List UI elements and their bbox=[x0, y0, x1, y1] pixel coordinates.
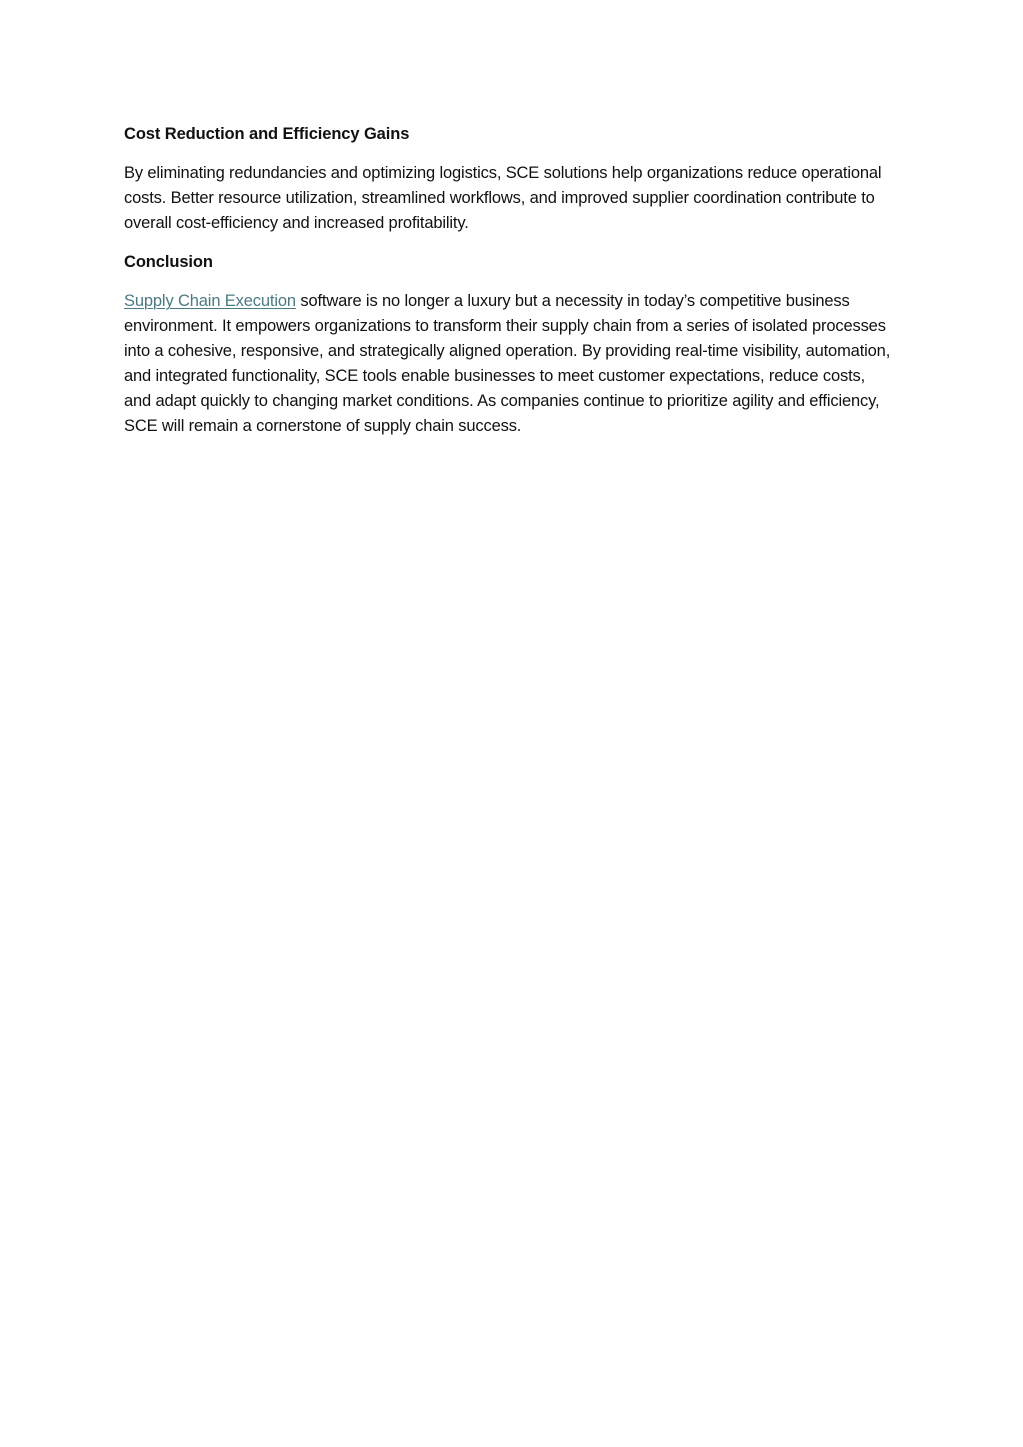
section-heading-cost-reduction: Cost Reduction and Efficiency Gains bbox=[124, 125, 410, 143]
section-body-cost-reduction: By eliminating redundancies and optimizing logistics, SCE solutions help organizations reduce operational costs. Better resource utilization, streamlined workflows, and improved supplier coordination contribute to overall cost-efficiency and increased profitability. bbox=[124, 164, 882, 232]
section-heading-conclusion: Conclusion bbox=[124, 253, 213, 271]
supply-chain-execution-link[interactable]: Supply Chain Execution bbox=[124, 292, 296, 310]
document-page bbox=[124, 122, 896, 453]
section-body-conclusion bbox=[124, 289, 896, 439]
conclusion-text: software is no longer a luxury but a necessity in today’s competitive business environment. It empowers organizations to transform their supply chain from a series of isolated processes into a cohesive, responsive, and strategically aligned operation. By providing real-time visibility, automation, and integrated functionality, SCE tools enable businesses to meet customer expectations, reduce costs, and adapt quickly to changing market conditions. As companies continue to prioritize agility and efficiency, SCE will remain a cornerstone of supply chain success. bbox=[124, 292, 891, 435]
